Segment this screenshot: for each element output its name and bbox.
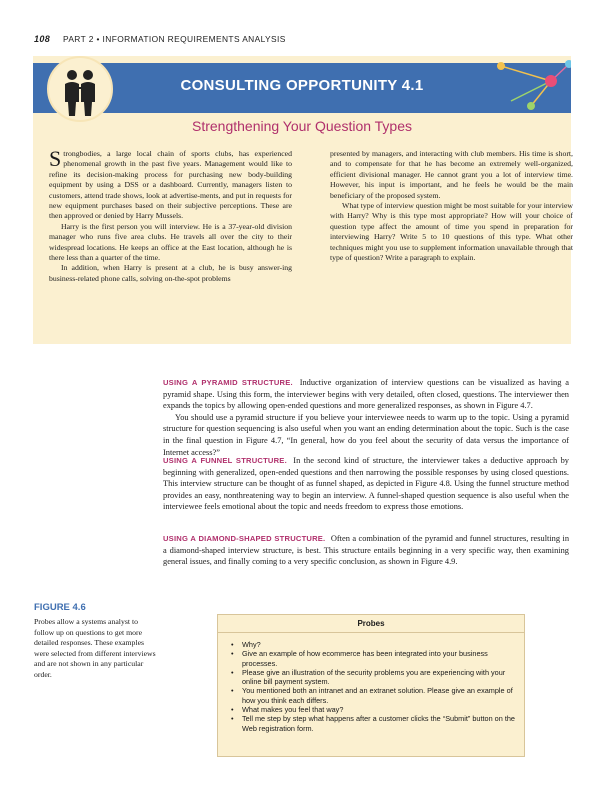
- section-heading: USING A DIAMOND-SHAPED STRUCTURE.: [163, 534, 326, 543]
- probe-item: • What makes you feel that way?: [242, 705, 516, 714]
- section-paragraph: Often a combination of the pyramid and funnel structures, resulting in a diamond-shaped interview structure, is best. This structure entails beginning in a very specific way, then examining general issues, and finally coming to a very specific conclusion, as shown in Figure 4.9.: [163, 534, 570, 567]
- probe-item: • Tell me step by step what happens after a customer clicks the “Submit” button on the Web registration form.: [242, 714, 516, 733]
- box-paragraph: presented by managers, and interacting with club members. His time is short, and to compensate for that he has become an extremely well-organized, efficient divisional manager. He cannot grant you a lot of interview time. However, his input is important, and he feels he would be the main beneficiary of the proposed system.: [330, 149, 573, 200]
- box-right-column: [330, 149, 573, 263]
- figure-caption: Probes allow a systems analyst to follow up on questions to get more detailed responses. These examples were selected from different interviews and are not shown in any particular order.: [34, 617, 156, 679]
- box-paragraph: trongbodies, a large local chain of sports clubs, has experienced phenomenal growth in the past five years. Management would like to refine its decision-making process for purchasing new body-building equipment by using a DSS or a dashboard. Currently, managers listen to customers, attend trade shows, look at advertise-ments, and put in requests for new equipment purchases based on their subjective perceptions. These are then approved or denied by Harry Mussels.: [49, 149, 292, 221]
- probe-item: • Why?: [242, 640, 516, 649]
- section-paragraph: You should use a pyramid structure if you believe your interviewee needs to warm up to the topic. Using a pyramid structure for question sequencing is also useful when you want an ending determination about the topic. Such is the case in the final question in Figure 4.7, “In general, how do you feel about the security of data versus the importance of Internet access?”: [163, 412, 569, 457]
- box-paragraph: What type of interview question might be most suitable for your interview with Harry? Why is this type most appropriate? How will your choice of question type affect the amount of time you spend in preparation for interviewing Harry? Write 5 to 10 questions of this type. What other techniques might you use to supplement information unavailable through that type of question? Write a paragraph to explain.: [330, 201, 573, 263]
- consultants-logo-icon: [47, 56, 113, 122]
- section-paragraph: Inductive organization of interview questions can be visualized as having a pyramid shape. Using this form, the interviewer begins with very detailed, often closed, questions. The interviewer then expands the topics by allowing open-ended questions and more generalized responses, as shown in Figure 4.7.: [163, 378, 570, 411]
- box-paragraph: In addition, when Harry is present at a club, he is busy answer-ing business-related phone calls, solving on-the-spot problems: [49, 263, 292, 283]
- box-left-column: [49, 146, 292, 284]
- section-pyramid: [163, 377, 569, 458]
- probes-box: [217, 614, 525, 757]
- figure-label: FIGURE 4.6: [34, 602, 86, 613]
- box-paragraph: Harry is the first person you will interview. He is a 37-year-old division manager who runs five area clubs. He travels all over the city to their widespread locations. He keeps an office at the East location, although he is there less than a quarter of the time.: [49, 221, 292, 263]
- probe-item: • You mentioned both an intranet and an extranet solution. Please give an example of how you think each differs.: [242, 686, 516, 705]
- consulting-opportunity-box: [33, 56, 571, 344]
- network-decoration: [491, 56, 571, 113]
- section-paragraph: In the second kind of structure, the interviewer takes a deductive approach by beginning with generalized, open-ended questions and then narrowing the possible responses by using closed questions. This interview structure can be thought of as funnel shaped, as depicted in Figure 4.8. Using the funnel structure method provides an easy, nonthreatening way to begin an interview. A funnel-shaped question sequence is also useful when the interviewee feels emotional about the topic and needs freedom to express those emotions.: [163, 456, 569, 512]
- probes-title: Probes: [218, 615, 524, 633]
- probes-list: [218, 640, 524, 733]
- probe-item: • Give an example of how ecommerce has been integrated into your business processes.: [242, 649, 516, 668]
- box-subtitle: Strengthening Your Question Types: [191, 118, 412, 134]
- drop-cap: S: [49, 146, 62, 171]
- running-header: [34, 34, 286, 44]
- probe-item: • Please give an illustration of the security problems you are experiencing with your online bill payment system.: [242, 668, 516, 687]
- section-diamond: [163, 533, 569, 568]
- section-heading: USING A PYRAMID STRUCTURE.: [163, 378, 293, 387]
- box-title: CONSULTING OPPORTUNITY 4.1: [180, 77, 424, 94]
- section-funnel: [163, 455, 569, 513]
- running-head-text: PART 2 • INFORMATION REQUIREMENTS ANALYSIS: [62, 34, 286, 44]
- section-heading: USING A FUNNEL STRUCTURE.: [163, 456, 287, 465]
- page-number: 108: [34, 34, 51, 44]
